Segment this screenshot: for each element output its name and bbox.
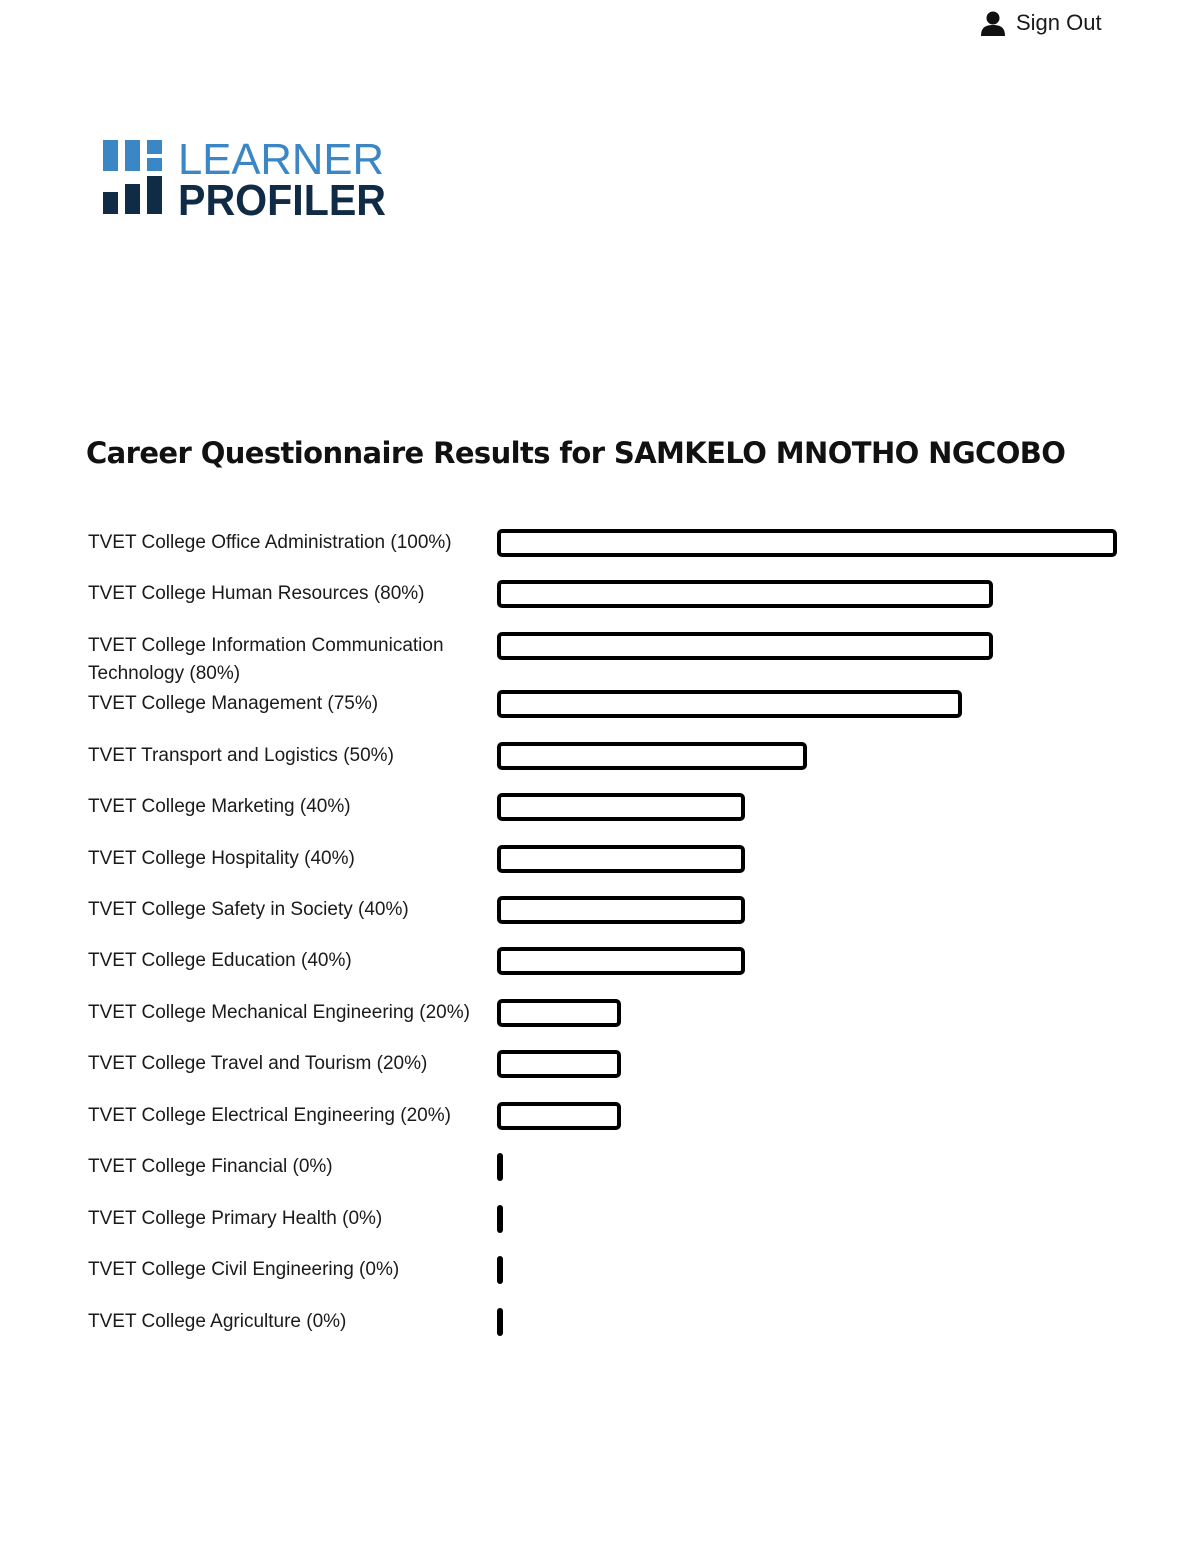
result-label: TVET College Hospitality (40%) [88, 848, 355, 869]
result-label: TVET College Management (75%) [88, 693, 379, 714]
page-title: Career Questionnaire Results for SAMKELO MNOTHO NGCOBO [86, 436, 1066, 470]
result-label: TVET College Electrical Engineering (20%) [88, 1105, 451, 1126]
result-bar [497, 529, 1117, 557]
result-label: TVET College Information Communication Technology (80%) [88, 635, 444, 684]
result-bar [497, 1205, 503, 1233]
result-bar [497, 845, 745, 873]
result-bar [497, 947, 745, 975]
result-label: TVET College Civil Engineering (0%) [88, 1259, 400, 1280]
result-label: TVET College Education (40%) [88, 950, 352, 971]
result-label: TVET College Office Administration (100%) [88, 532, 452, 553]
result-bar [497, 1050, 621, 1078]
result-bar [497, 632, 993, 660]
result-bar [497, 1153, 503, 1181]
result-bar [497, 896, 745, 924]
result-bar [497, 999, 621, 1027]
result-label: TVET College Financial (0%) [88, 1156, 333, 1177]
result-label: TVET College Travel and Tourism (20%) [88, 1053, 428, 1074]
result-label: TVET College Marketing (40%) [88, 796, 351, 817]
result-bar [497, 1256, 503, 1284]
result-label: TVET College Agriculture (0%) [88, 1311, 347, 1332]
result-label: TVET College Safety in Society (40%) [88, 899, 409, 920]
result-bar [497, 793, 745, 821]
result-bar [497, 742, 807, 770]
result-label: TVET College Mechanical Engineering (20%) [88, 1002, 470, 1023]
result-label: TVET College Primary Health (0%) [88, 1208, 383, 1229]
result-label: TVET College Human Resources (80%) [88, 583, 425, 604]
logo-text-profiler: PROFILER [178, 176, 386, 220]
result-bar [497, 1102, 621, 1130]
result-bar [497, 1308, 503, 1336]
sign-out-label: Sign Out [1016, 10, 1102, 35]
logo-text-learner: LEARNER [178, 136, 384, 184]
result-bar [497, 580, 993, 608]
result-bar [497, 690, 962, 718]
result-label: TVET Transport and Logistics (50%) [88, 745, 394, 766]
